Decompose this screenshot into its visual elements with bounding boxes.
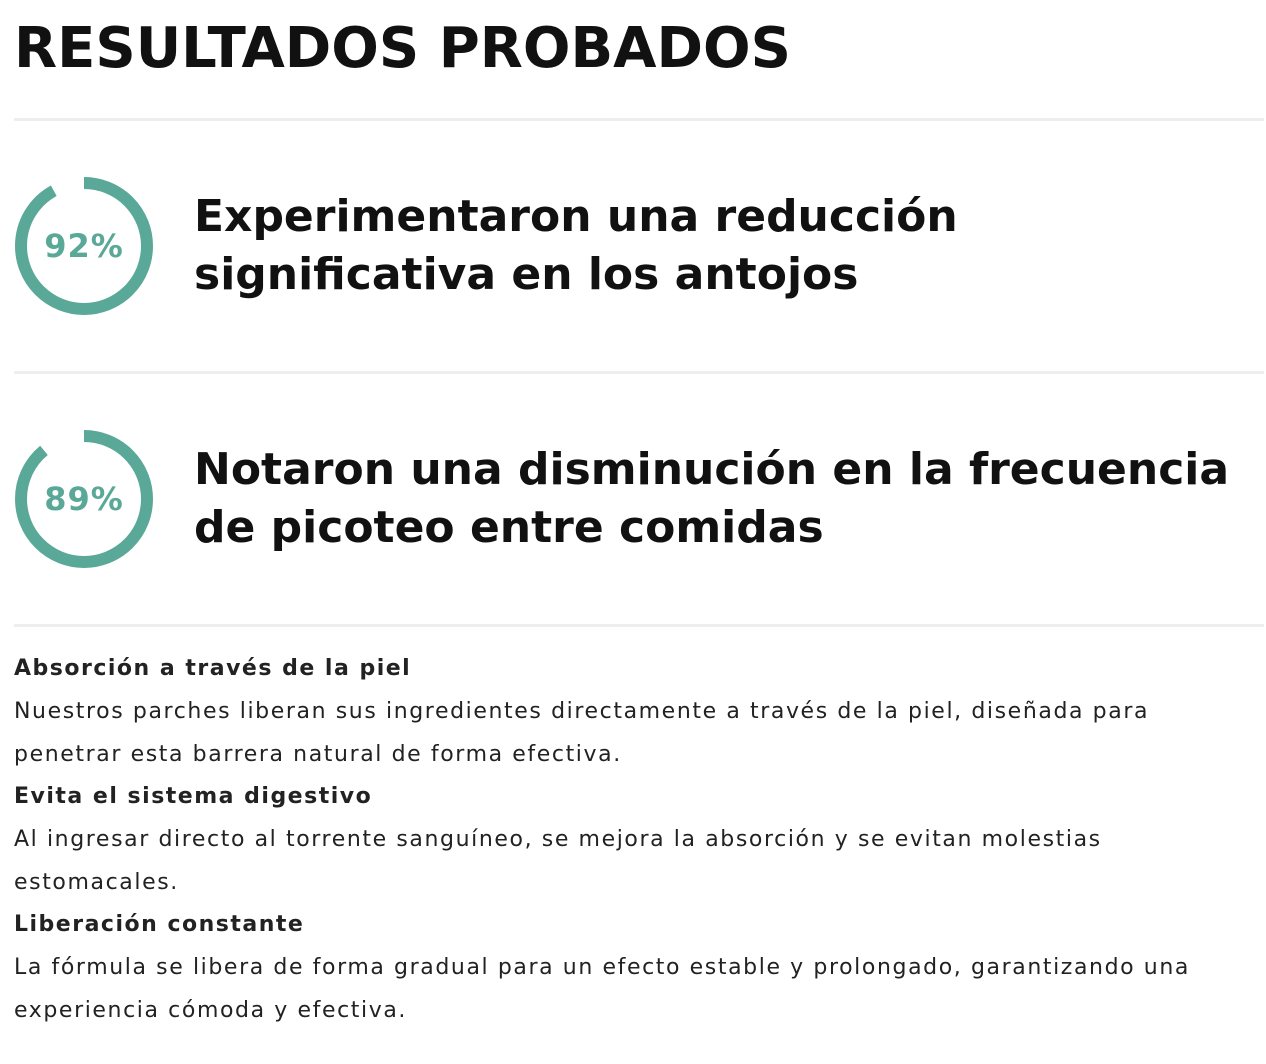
stat-description: Notaron una disminución en la frecuencia de picoteo entre comidas <box>194 444 1230 553</box>
feature-title: Liberación constante <box>14 912 305 937</box>
stat-item-2 <box>14 429 1264 571</box>
stat-percent: 92% <box>44 227 124 265</box>
divider <box>14 371 1264 374</box>
stat-percent: 89% <box>44 480 124 518</box>
feature-description: La fórmula se libera de forma gradual para un efecto estable y prolongado, garantizando una experiencia cómoda y efectiva. <box>14 955 1190 1023</box>
divider <box>14 118 1264 121</box>
progress-ring <box>14 429 154 569</box>
stat-item-1 <box>14 176 1264 318</box>
feature-description: Nuestros parches liberan sus ingredientes directamente a través de la piel, diseñada para penetrar esta barrera natural de forma efectiva. <box>14 699 1150 767</box>
feature-title: Absorción a través de la piel <box>14 656 412 681</box>
page-title: RESULTADOS PROBADOS <box>14 16 791 81</box>
divider <box>14 624 1264 627</box>
progress-ring <box>14 176 154 316</box>
feature-description: Al ingresar directo al torrente sanguíneo, se mejora la absorción y se evitan molestias estomacales. <box>14 827 1102 895</box>
feature-title: Evita el sistema digestivo <box>14 784 373 809</box>
features-list <box>14 648 1264 1032</box>
stat-description: Experimentaron una reducción significativa en los antojos <box>194 191 958 300</box>
